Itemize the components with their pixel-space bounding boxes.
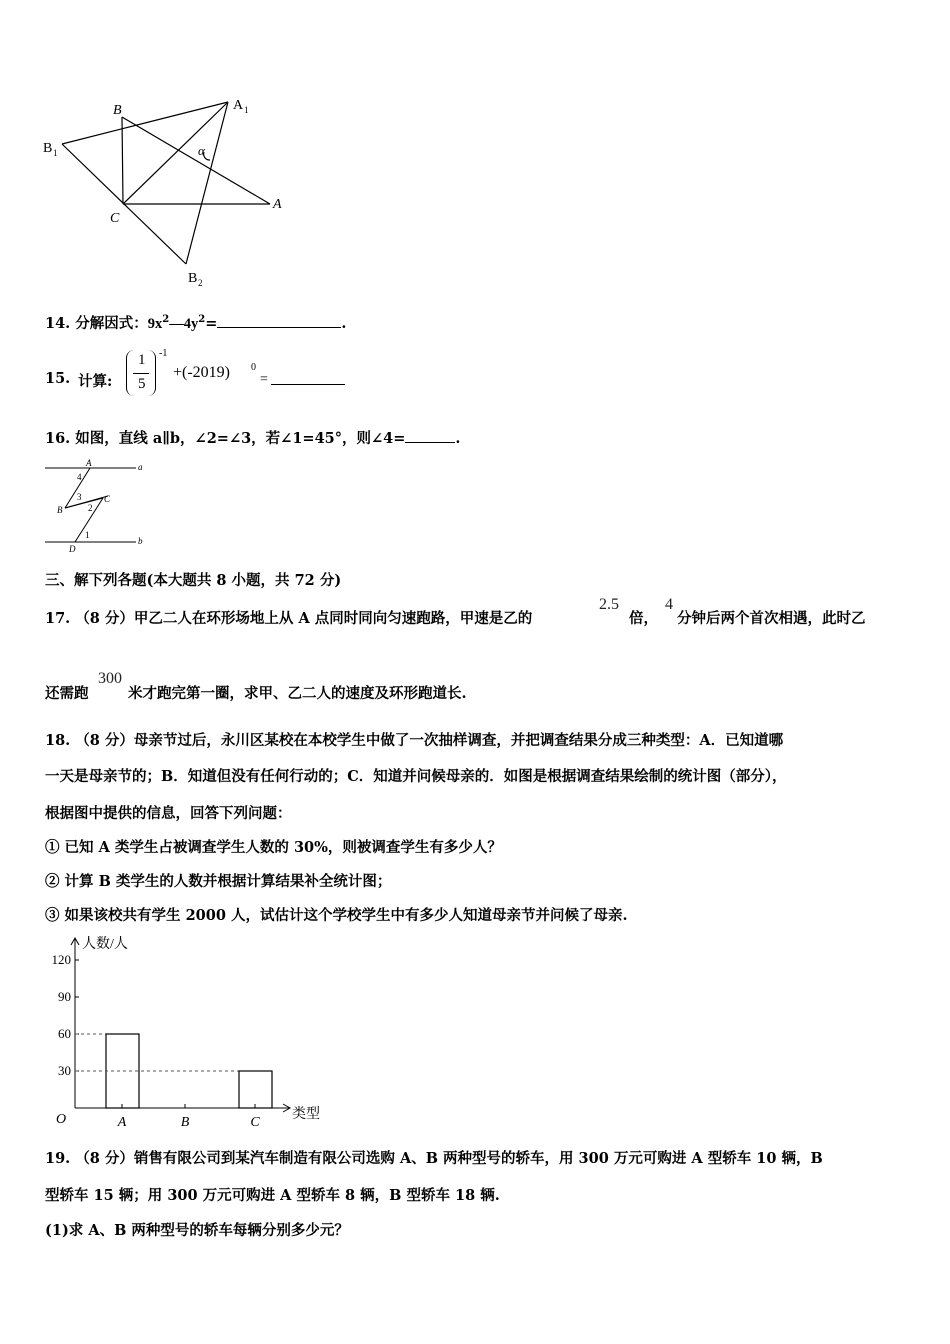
q15-text: 计算: <box>78 373 113 390</box>
parallel-lines-figure-16 <box>40 456 150 556</box>
label-A1: A <box>233 98 244 113</box>
question-18-line-1: 18. （8 分）母亲节过后，永川区某校在本校学生中做了一次抽样调查，并把调查结果分成三种类型：A．已知道哪 <box>45 732 784 749</box>
q15-frac-bar <box>133 373 149 374</box>
q15-frac-num: 1 <box>138 352 146 368</box>
question-18-line-2: 一天是母亲节的；B．知道但没有任何行动的；C．知道并问候母亲的．如图是根据调查结果绘制的统计图（部分）， <box>45 768 787 785</box>
q15-answer-blank[interactable] <box>271 384 345 385</box>
fig16-2: 2 <box>88 503 93 513</box>
x-tick-label: C <box>250 1115 260 1130</box>
question-19-sub-1: (1)求 A、B 两种型号的轿车每辆分别多少元？ <box>45 1222 349 1239</box>
label-C: C <box>110 211 120 226</box>
y-tick-label: 60 <box>58 1026 71 1041</box>
y-axis-label: 人数/人 <box>82 937 128 952</box>
label-B2: B <box>188 271 198 286</box>
fig16-1: 1 <box>85 530 90 540</box>
label-B1: B <box>43 141 53 156</box>
q14-answer-blank[interactable] <box>217 313 341 328</box>
label-B: B <box>113 103 122 118</box>
question-18-item-3: ③ 如果该校共有学生 2000 人，试估计这个学校学生中有多少人知道母亲节并问候了母亲. <box>45 907 628 924</box>
question-17-line-2 <box>45 684 89 704</box>
q15-exp-zero: 0 <box>251 362 256 373</box>
q14-sup-a: 2 <box>162 314 170 325</box>
x-axis-label: 类型 <box>292 1107 320 1122</box>
x-tick-label: A <box>117 1115 127 1130</box>
q17-line2-a: 还需跑 <box>45 685 89 702</box>
q17-value-4: 4 <box>665 596 673 613</box>
q17-value-300: 300 <box>98 670 122 687</box>
q14-number: 14. <box>45 314 71 332</box>
geometry-figure-13 <box>40 92 300 292</box>
q16-text: 如图，直线 a∥b，∠2=∠3，若∠1=45°，则∠4= <box>75 430 406 447</box>
q17-line1-b: 倍， <box>629 610 658 627</box>
q17-line2-b: 米才跑完第一圈，求甲、乙二人的速度及环形跑道长. <box>128 685 467 702</box>
question-18-item-1: ① 已知 A 类学生占被调查学生人数的 30%，则被调查学生有多少人？ <box>45 839 502 856</box>
question-16 <box>45 428 460 449</box>
q15-eq: = <box>260 372 268 387</box>
label-A: A <box>273 197 282 212</box>
q16-end: . <box>455 430 461 447</box>
origin-label: O <box>56 1112 67 1127</box>
y-tick-label: 30 <box>58 1063 71 1078</box>
q15-term: +(-2019) <box>173 364 231 381</box>
q14-expr-b: —4y <box>169 315 199 332</box>
label-B1-sub: 1 <box>53 148 58 158</box>
label-alpha: α <box>198 143 205 158</box>
y-tick-label: 90 <box>58 989 71 1004</box>
q14-text: 分解因式： <box>75 314 148 332</box>
label-B2-sub: 2 <box>198 278 203 288</box>
fig16-3: 3 <box>77 492 82 502</box>
q14-eq: = <box>205 314 218 332</box>
fig16-C: C <box>104 494 111 504</box>
fig16-B: B <box>57 505 63 515</box>
fig16-a: a <box>138 462 143 472</box>
question-14 <box>45 310 346 334</box>
bar-A <box>106 1034 139 1108</box>
question-17-line-1 <box>45 609 532 629</box>
question-18-item-2: ② 计算 B 类学生的人数并根据计算结果补全统计图； <box>45 873 392 890</box>
question-19-line-2: 型轿车 15 辆；用 300 万元可购进 A 型轿车 8 辆，B 型轿车 18 辆. <box>45 1187 500 1204</box>
q14-end: . <box>341 314 347 332</box>
x-tick-label: B <box>180 1115 190 1130</box>
label-A1-sub: 1 <box>244 105 249 115</box>
y-tick-label: 120 <box>51 952 71 967</box>
fig16-D: D <box>69 544 76 554</box>
q17-line1-a: 17. （8 分）甲乙二人在环形场地上从 A 点同时同向匀速跑路，甲速是乙的 <box>45 610 533 627</box>
fig16-b: b <box>138 536 143 546</box>
q15-number: 15. <box>45 370 71 387</box>
q16-answer-blank[interactable] <box>405 428 455 443</box>
section-3-heading: 三、解下列各题(本大题共 8 小题，共 72 分) <box>45 572 342 589</box>
fig16-4: 4 <box>77 472 82 482</box>
q17-line1-c: 分钟后两个首次相遇，此时乙 <box>677 610 866 627</box>
q15-exp-neg1: -1 <box>159 348 168 359</box>
bar-C <box>239 1071 272 1108</box>
q14-expr-a: 9x <box>147 315 163 332</box>
fig16-A: A <box>86 458 92 468</box>
q17-value-2-5: 2.5 <box>599 596 619 613</box>
question-19-line-1: 19. （8 分）销售有限公司到某汽车制造有限公司选购 A、B 两种型号的轿车，用 300 万元可购进 A 型轿车 10 辆，B <box>45 1150 823 1167</box>
q16-number: 16. <box>45 430 71 447</box>
q14-sup-b: 2 <box>198 314 206 325</box>
q15-frac-den: 5 <box>138 376 146 392</box>
question-15 <box>45 348 405 398</box>
survey-bar-chart <box>40 930 340 1135</box>
question-18-line-3: 根据图中提供的信息，回答下列问题： <box>45 805 292 822</box>
